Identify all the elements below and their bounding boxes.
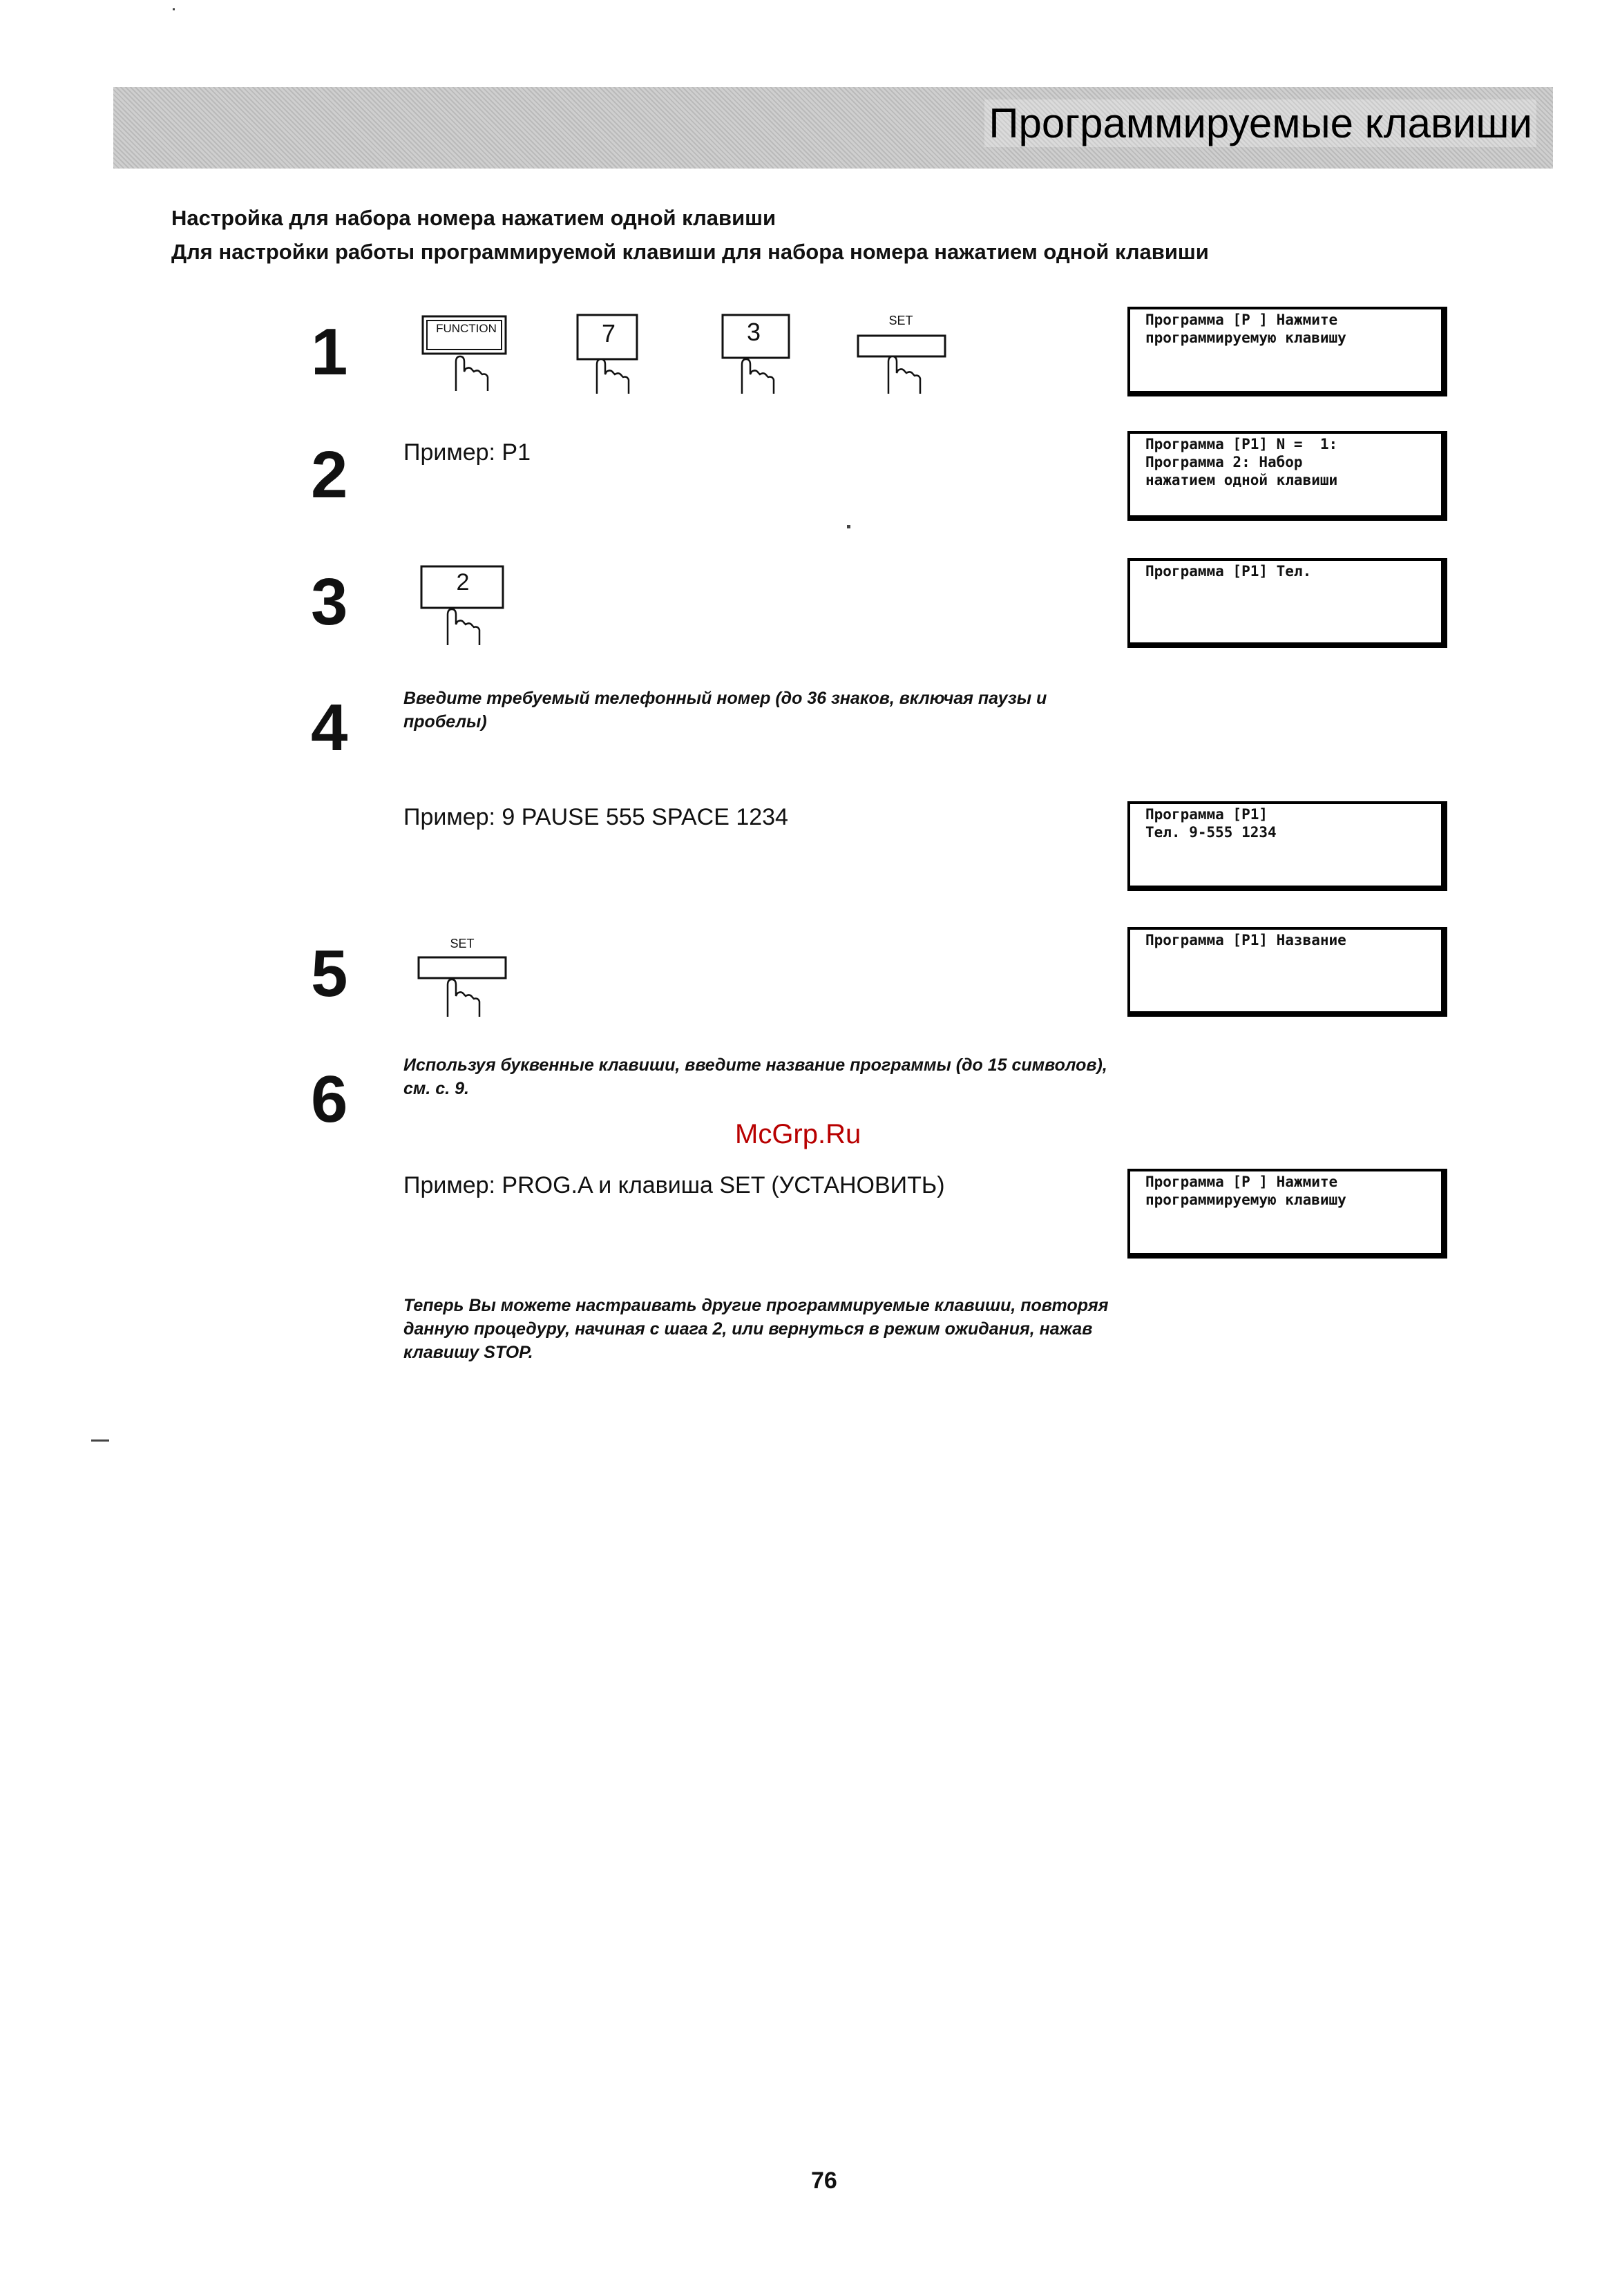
function-key (420, 314, 513, 396)
key-2-label: 2 (456, 569, 470, 595)
set-key-label: SET (450, 937, 475, 950)
page-number: 76 (811, 2168, 837, 2194)
display-step-6 (1127, 1169, 1447, 1259)
section-heading: Настройка для набора номера нажатием одной клавиши (171, 206, 776, 230)
function-key-label: FUNCTION (436, 322, 497, 335)
key-7 (571, 312, 647, 398)
step-4-number: 4 (311, 691, 348, 765)
display-text: Программа [P1] Название (1145, 932, 1346, 948)
display-step-1 (1127, 307, 1447, 396)
step-5-number: 5 (311, 937, 348, 1011)
set-key (852, 312, 949, 398)
display-step-5 (1127, 927, 1447, 1017)
step-4-example: Пример: 9 PAUSE 555 SPACE 1234 (403, 804, 788, 830)
page-title: Программируемые клавиши (984, 99, 1536, 147)
step-6-example: Пример: PROG.A и клавиша SET (УСТАНОВИТЬ) (403, 1172, 945, 1198)
scan-speck (173, 8, 175, 10)
step-2-example: Пример: P1 (403, 439, 531, 466)
step-6-note: Используя буквенные клавиши, введите название программы (до 15 символов), см. с. 9. (403, 1055, 1107, 1098)
step-2-number: 2 (311, 438, 348, 512)
display-text: Программа [P1] Тел. 9-555 1234 (1145, 806, 1277, 841)
watermark: McGrp.Ru (735, 1119, 861, 1149)
display-step-2 (1127, 431, 1447, 521)
step-1-number: 1 (311, 315, 348, 389)
key-3-label: 3 (746, 318, 761, 346)
set-key (412, 935, 513, 1021)
display-text: Программа [P ] Нажмите программируемую клавишу (1145, 1174, 1346, 1208)
section-subheading: Для настройки работы программируемой клавиши для набора номера нажатием одной клавиши (171, 240, 1209, 264)
key-7-label: 7 (601, 319, 616, 347)
key-2 (414, 564, 511, 649)
key-3 (716, 312, 792, 398)
display-text: Программа [P1] Тел. (1145, 563, 1312, 580)
step-3-number: 3 (311, 565, 348, 639)
display-step-3 (1127, 558, 1447, 648)
display-text: Программа [P1] N = 1: Программа 2: Набор нажатием одной клавиши (1145, 436, 1338, 488)
step-4-note: Введите требуемый телефонный номер (до 36 знаков, включая паузы и пробелы) (403, 689, 1047, 731)
closing-note: Теперь Вы можете настраивать другие программируемые клавиши, повторяя данную процедуру, начиная с шага 2, или вернуться в режим ожидания, нажав клавишу STOP. (403, 1296, 1109, 1362)
header-banner (113, 87, 1553, 169)
display-step-4 (1127, 801, 1447, 891)
scan-speck (91, 1439, 109, 1442)
scan-speck (847, 525, 850, 528)
display-text: Программа [P ] Нажмите программируемую клавишу (1145, 312, 1346, 346)
step-6-number: 6 (311, 1062, 348, 1136)
set-key-label: SET (888, 314, 913, 327)
